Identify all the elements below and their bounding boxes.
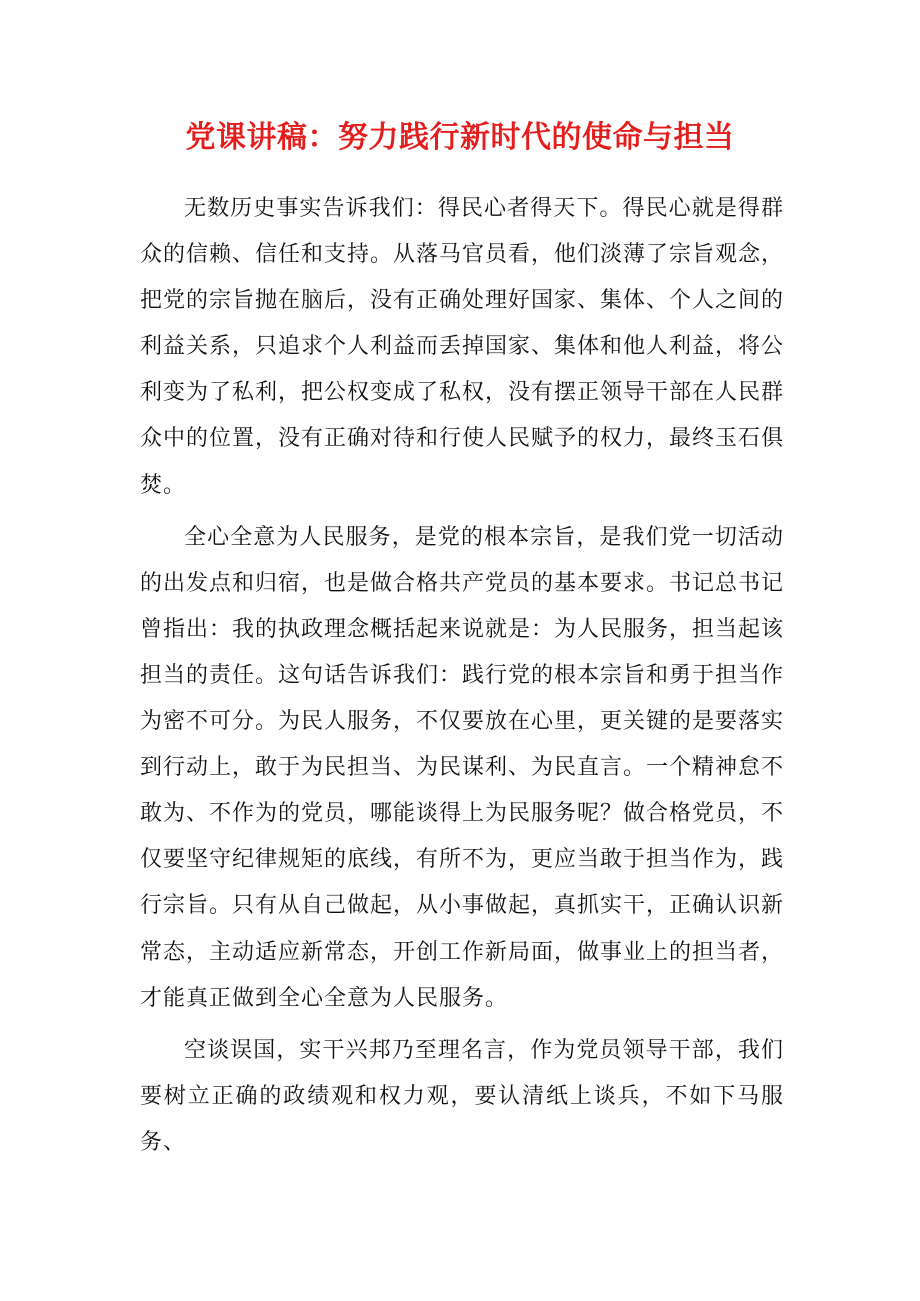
paragraph: 无数历史事实告诉我们：得民心者得天下。得民心就是得群众的信赖、信任和支持。从落马官员看，他们淡薄了宗旨观念，把党的宗旨抛在脑后，没有正确处理好国家、集体、个人之间的利益关系，只追求个人利益而丢掉国家、集体和他人利益，将公利变为了私利，把公权变成了私权，没有摆正领导干部在人民群众中的位置，没有正确对待和行使人民赋予的权力，最终玉石俱焚。 (140, 196, 785, 498)
paragraph: 全心全意为人民服务，是党的根本宗旨，是我们党一切活动的出发点和归宿，也是做合格共产党员的基本要求。书记总书记曾指出：我的执政理念概括起来说就是：为人民服务，担当起该担当的责任。这句话告诉我们：践行党的根本宗旨和勇于担当作为密不可分。为民人服务，不仅要放在心里，更关键的是要落实到行动上，敢于为民担当、为民谋利、为民直言。一个精神怠不敢为、不作为的党员，哪能谈得上为民服务呢？做合格党员，不仅要坚守纪律规矩的底线，有所不为，更应当敢于担当作为，践行宗旨。只有从自己做起，从小事做起，真抓实干，正确认识新常态，主动适应新常态，开创工作新局面，做事业上的担当者，才能真正做到全心全意为人民服务。 (140, 524, 785, 1011)
document-title: 党课讲稿：努力践行新时代的使命与担当 (185, 120, 735, 155)
document-body (140, 186, 784, 1172)
paragraph: 空谈误国，实干兴邦乃至理名言，作为党员领导干部，我们要树立正确的政绩观和权力观，要认清纸上谈兵，不如下马服务、 (140, 1037, 784, 1155)
